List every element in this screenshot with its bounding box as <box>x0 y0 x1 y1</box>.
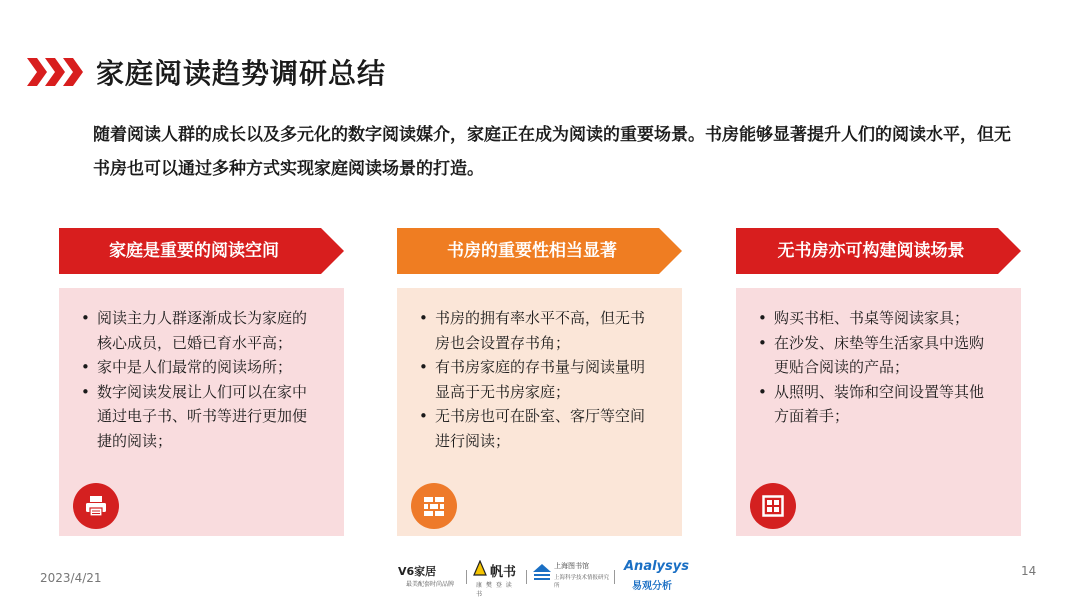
bullet-item: • 购买书柜、书桌等阅读家具； <box>756 306 991 331</box>
chevron-arrows-icon <box>27 58 85 86</box>
bullet-item: • 阅读主力人群逐渐成长为家庭的核心成员，已婚已育水平高； <box>79 306 314 355</box>
v6-logo-subtext: 最美配套时尚品牌 <box>406 581 455 588</box>
printer-icon <box>84 494 108 518</box>
library-mark-icon <box>532 562 552 582</box>
card-body-2 <box>397 288 682 536</box>
logo-divider <box>526 570 527 584</box>
card-title: 无书房亦可构建阅读场景 <box>777 241 965 261</box>
fanshu-logo <box>472 558 522 598</box>
bullet-list <box>417 306 652 453</box>
v6-logo-text: V6家居 <box>398 565 437 578</box>
logo-divider <box>466 570 467 584</box>
logo-divider <box>614 570 615 584</box>
card-title: 家庭是重要的阅读空间 <box>109 241 279 261</box>
card-icon-badge <box>411 483 457 529</box>
bullet-item: • 数字阅读发展让人们可以在家中通过电子书、听书等进行更加便捷的阅读； <box>79 380 314 454</box>
window-grid-icon <box>761 494 785 518</box>
bullet-item: • 有书房家庭的存书量与阅读量明显高于无书房家庭； <box>417 355 652 404</box>
bullet-item: • 家中是人们最常的阅读场所； <box>79 355 314 380</box>
bullet-item: • 从照明、装饰和空间设置等其他方面着手； <box>756 380 991 429</box>
bullet-item: • 无书房也可在卧室、客厅等空间进行阅读； <box>417 404 652 453</box>
card-body-3 <box>736 288 1021 536</box>
card-icon-badge <box>73 483 119 529</box>
page-title: 家庭阅读趋势调研总结 <box>96 57 387 90</box>
library-logo-text: 上海图书馆 <box>554 562 589 570</box>
card-body-1 <box>59 288 344 536</box>
analysys-logo-subtext: 易观分析 <box>632 581 672 592</box>
intro-paragraph: 随着阅读人群的成长以及多元化的数字阅读媒介，家庭正在成为阅读的重要场景。书房能够显著提升人们的阅读水平，但无书房也可以通过多种方式实现家庭阅读场景的打造。 <box>93 125 1011 179</box>
analysys-logo <box>620 558 690 594</box>
analysys-logo-text: Analysys <box>624 559 689 574</box>
fanshu-logo-text: 帆书 <box>490 565 517 580</box>
brick-wall-icon <box>422 494 446 518</box>
partner-logos <box>398 558 689 598</box>
card-header-1 <box>59 228 344 274</box>
v6-logo <box>398 558 468 594</box>
bullet-list <box>756 306 991 429</box>
fanshu-mark-icon <box>472 560 488 576</box>
card-header-3 <box>736 228 1021 274</box>
library-logo-subtext: 上海科学技术情报研究所 <box>554 575 610 589</box>
card-icon-badge <box>750 483 796 529</box>
bullet-list <box>79 306 314 453</box>
card-header-2 <box>397 228 682 274</box>
footer-date: 2023/4/21 <box>40 571 102 585</box>
page-number: 14 <box>1021 564 1037 578</box>
bullet-item: • 书房的拥有率水平不高，但无书房也会设置存书角； <box>417 306 652 355</box>
fanshu-logo-subtext: 康 樊 登 读 书 <box>476 582 513 598</box>
library-logo <box>532 558 610 594</box>
bullet-item: • 在沙发、床垫等生活家具中选购更贴合阅读的产品； <box>756 331 991 380</box>
card-title: 书房的重要性相当显著 <box>447 241 617 261</box>
